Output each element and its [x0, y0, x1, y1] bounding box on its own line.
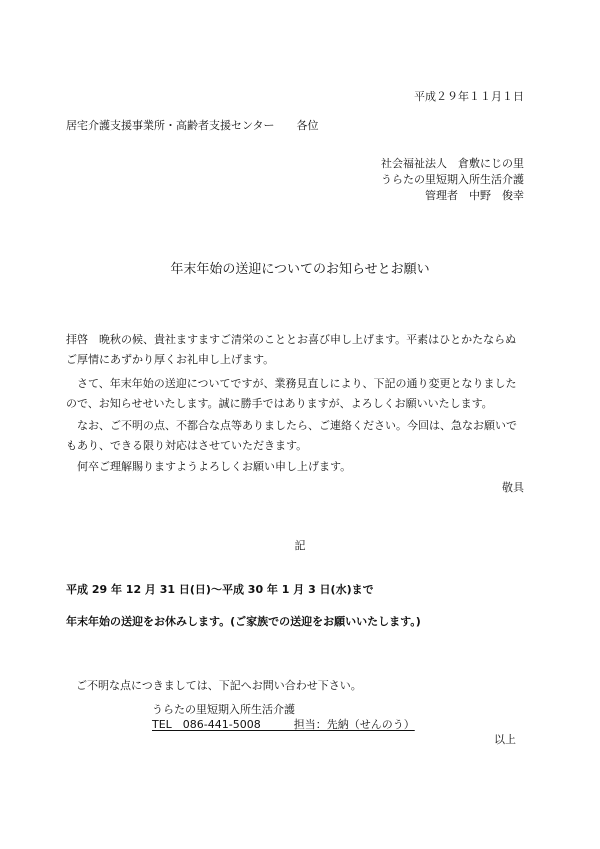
body-line: 何卒ご理解賜りますようよろしくお願い申し上げます。 [66, 460, 352, 473]
closing-keigu: 敬具 [502, 481, 524, 494]
ki-heading: 記 [294, 539, 306, 552]
service-note: 年末年始の送迎をお休みします。(ご家族での送迎をお願いいたします。) [66, 615, 421, 628]
body-line: 拝啓 晩秋の候、貴社ますますご清栄のこととお喜び申し上げます。平素はひとかたならぬ [66, 333, 517, 346]
service-period: 平成 29 年 12 月 31 日(日)～平成 30 年 1 月 3 日(水)まで [66, 583, 374, 596]
body-line: もあり、できる限り対応はさせていただきます。 [66, 439, 308, 452]
sender-org: 社会福祉法人 倉敷にじの里 [381, 157, 524, 170]
body-line: ので、お知らせせいたします。誠に勝手ではありますが、よろしくお願いいたします。 [66, 397, 493, 410]
contact-facility: うらたの里短期入所生活介護 [152, 703, 295, 716]
sender-manager: 管理者 中野 俊幸 [425, 189, 524, 202]
contact-tel: TEL 086-441-5008 担当：先納（せんのう） [152, 718, 415, 731]
body-line: ご厚情にあずかり厚くお礼申し上げます。 [66, 353, 275, 366]
document-date: 平成２９年１１月１日 [414, 90, 524, 103]
recipient-line: 居宅介護支援事業所・高齢者支援センター 各位 [66, 119, 319, 132]
sender-facility: うらたの里短期入所生活介護 [381, 173, 524, 186]
contact-intro: ご不明な点につきましては、下記へお問い合わせ下さい。 [76, 679, 362, 692]
body-line: なお、ご不明の点、不都合な点等ありましたら、ご連絡ください。今回は、急なお願いで [66, 419, 517, 432]
closing-ijou: 以上 [494, 733, 516, 746]
body-line: さて、年末年始の送迎についてですが、業務見直しにより、下記の通り変更となりました [66, 377, 517, 390]
notice-title: 年末年始の送迎についてのお知らせとお願い [170, 262, 430, 277]
